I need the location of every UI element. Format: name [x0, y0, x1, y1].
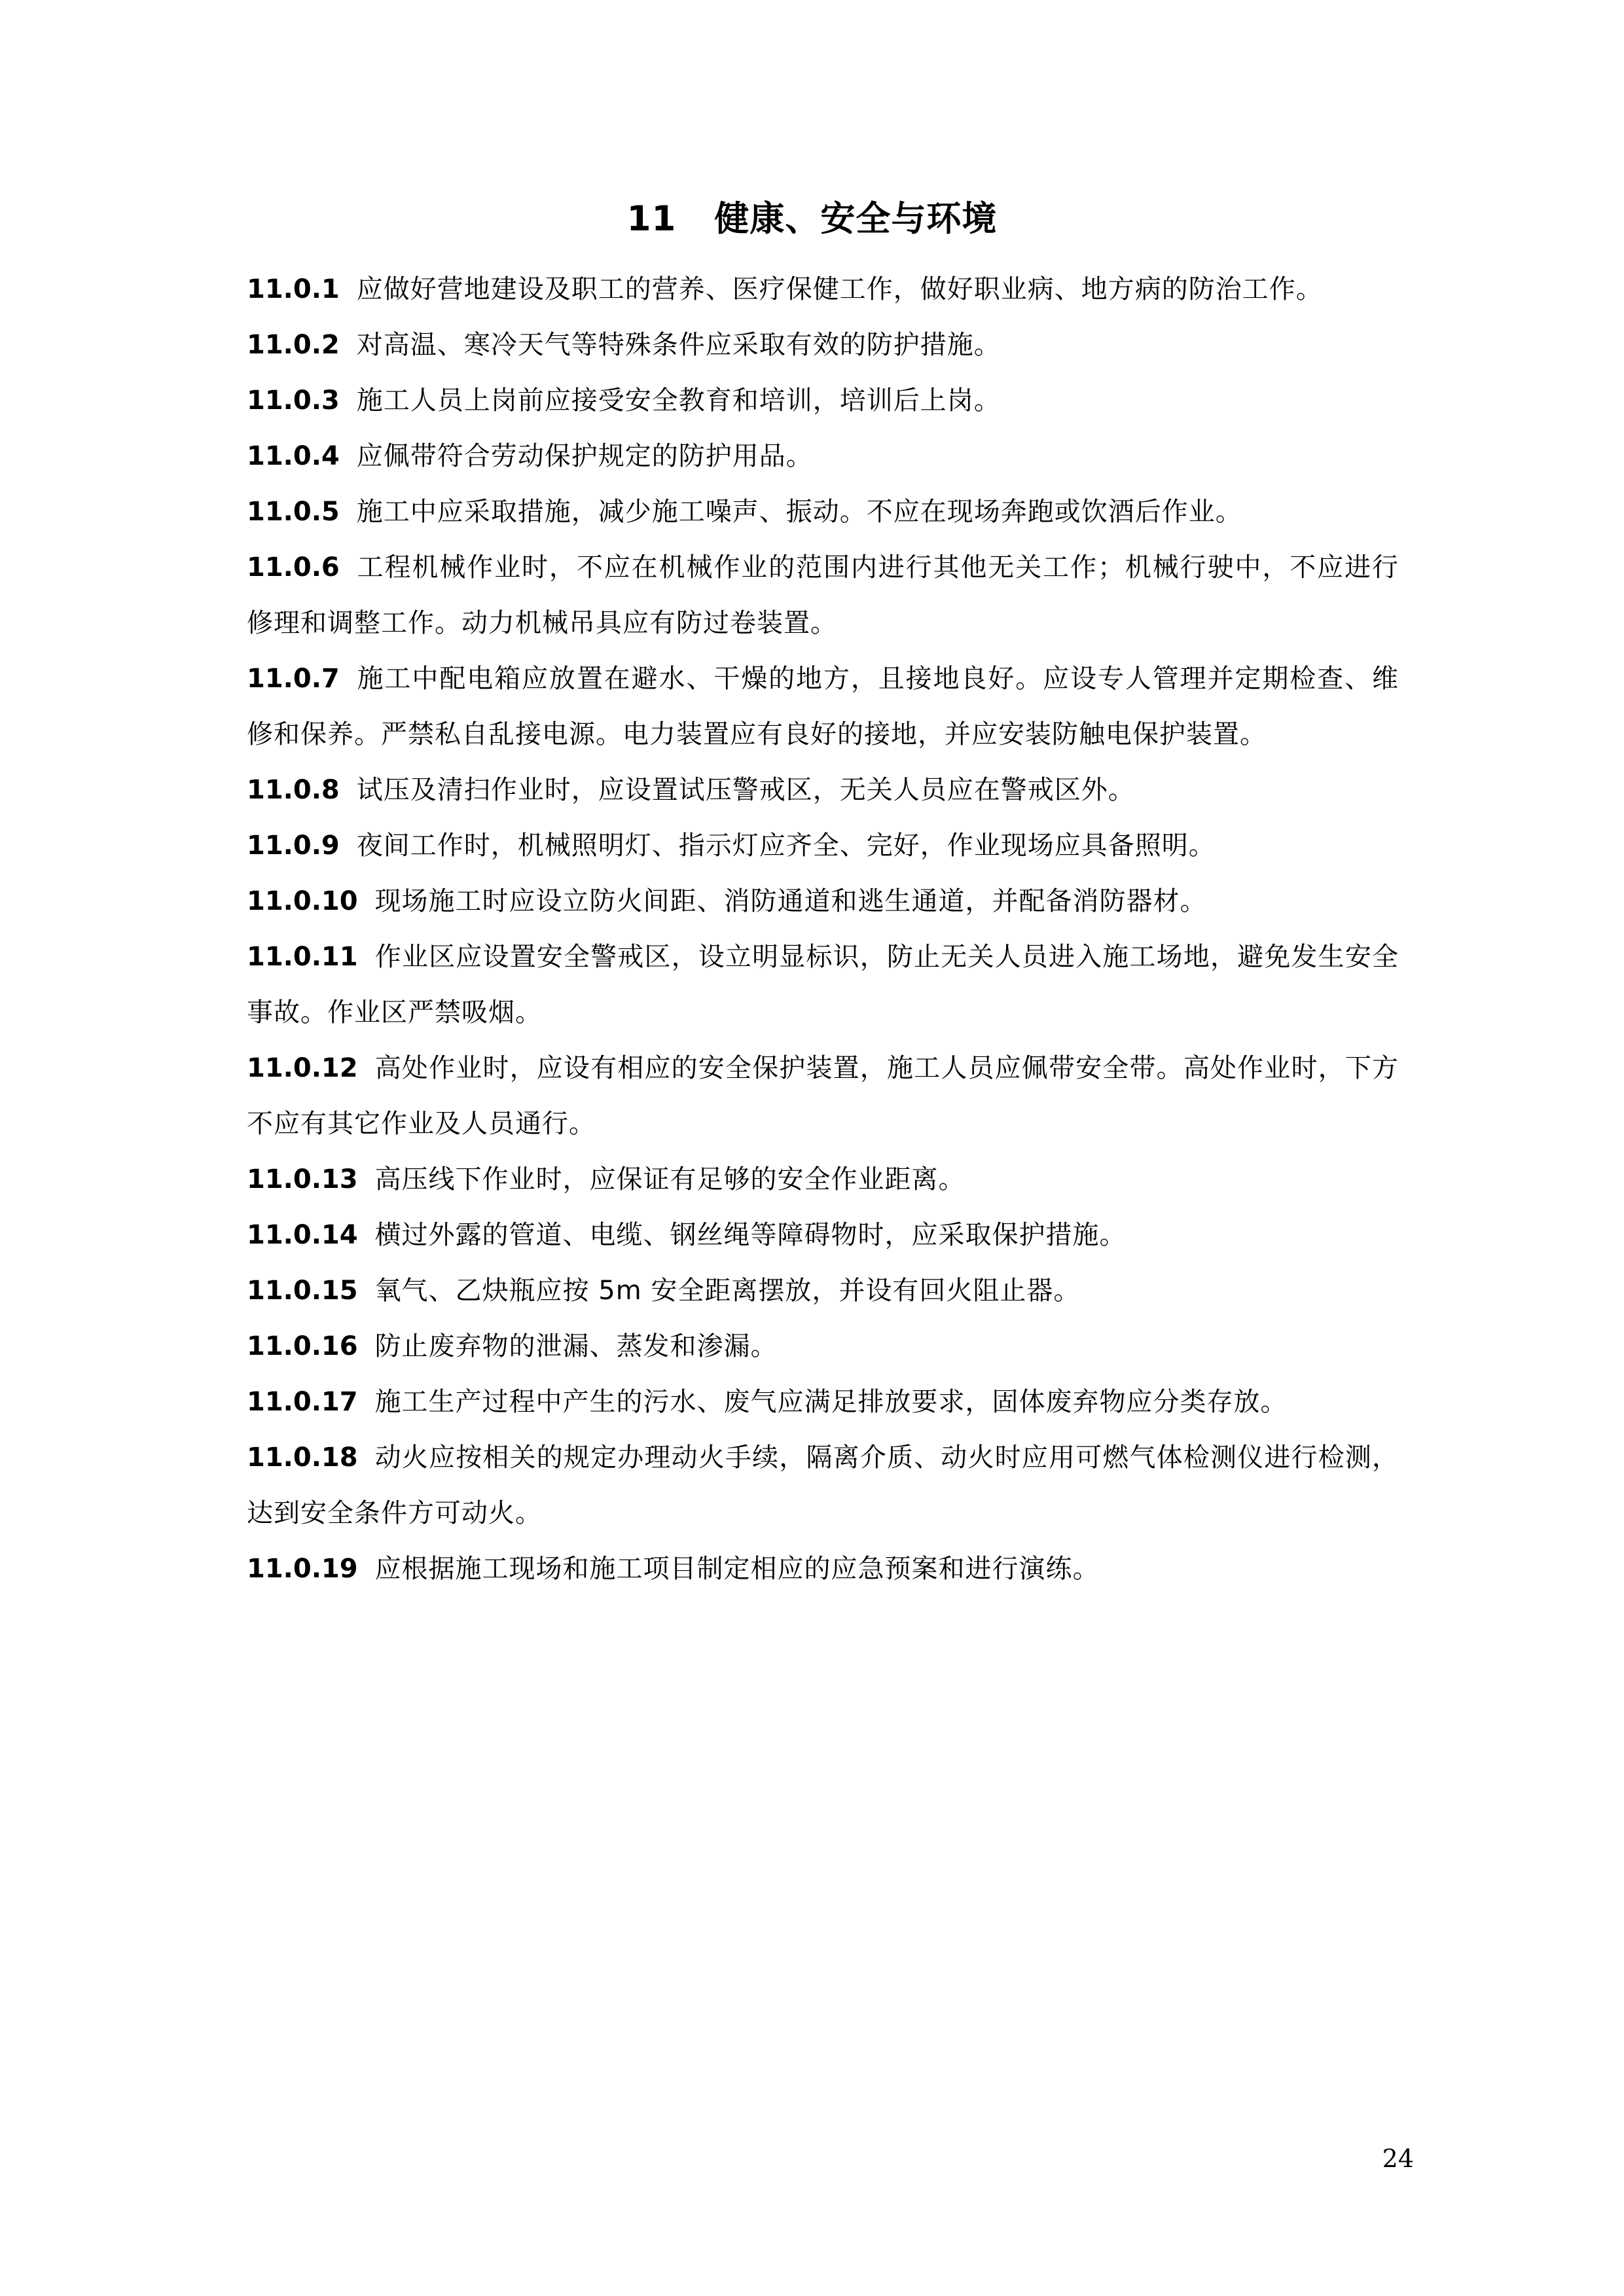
clause-11-0-13 [247, 1152, 1399, 1208]
clause-11-0-17 [247, 1374, 1399, 1430]
clause-11-0-18 [247, 1430, 1399, 1541]
clause-11-0-10 [247, 874, 1399, 929]
clause-11-0-12 [247, 1041, 1399, 1152]
clause-11-0-8 [247, 762, 1399, 818]
clause-text: 现场施工时应设立防火间距、消防通道和逃生通道，并配备消防器材。 [374, 886, 1207, 916]
clause-number: 11.0.18 [247, 1443, 358, 1473]
clause-number: 11.0.10 [247, 886, 358, 916]
clause-11-0-19 [247, 1541, 1399, 1597]
clause-text: 氧气、乙炔瓶应按 5m 安全距离摆放，并设有回火阻止器。 [374, 1276, 1081, 1306]
clause-11-0-6 [247, 540, 1399, 651]
clause-number: 11.0.12 [247, 1053, 358, 1083]
clause-number: 11.0.1 [247, 274, 340, 304]
clause-text: 高压线下作业时，应保证有足够的安全作业距离。 [374, 1164, 965, 1194]
clause-number: 11.0.5 [247, 497, 340, 527]
clause-number: 11.0.8 [247, 775, 340, 805]
clause-11-0-11 [247, 929, 1399, 1041]
clause-text: 施工中配电箱应放置在避水、干燥的地方，且接地良好。应设专人管理并定期检查、维修和保养。严禁私自乱接电源。电力装置应有良好的接地，并应安装防触电保护装置。 [247, 664, 1399, 749]
clause-number: 11.0.15 [247, 1276, 358, 1306]
clause-11-0-1 [247, 262, 1399, 317]
clause-11-0-15 [247, 1263, 1399, 1319]
clause-11-0-5 [247, 484, 1399, 540]
clause-text: 高处作业时，应设有相应的安全保护装置，施工人员应佩带安全带。高处作业时，下方不应有其它作业及人员通行。 [247, 1053, 1399, 1139]
clause-number: 11.0.14 [247, 1220, 358, 1250]
clause-number: 11.0.16 [247, 1331, 358, 1361]
clause-number: 11.0.17 [247, 1387, 358, 1417]
clause-number: 11.0.7 [247, 664, 340, 694]
clause-number: 11.0.9 [247, 831, 340, 861]
chapter-heading [0, 193, 1624, 245]
clause-text: 施工人员上岗前应接受安全教育和培训，培训后上岗。 [356, 386, 1001, 416]
clause-11-0-16 [247, 1319, 1399, 1374]
chapter-title: 健康、安全与环境 [714, 199, 998, 239]
clause-text: 试压及清扫作业时，应设置试压警戒区，无关人员应在警戒区外。 [356, 775, 1135, 805]
clause-text: 应根据施工现场和施工项目制定相应的应急预案和进行演练。 [374, 1554, 1100, 1584]
page-number: 24 [1382, 2144, 1414, 2173]
clause-list [247, 262, 1399, 1597]
clause-text: 动火应按相关的规定办理动火手续，隔离介质、动火时应用可燃气体检测仪进行检测，达到安全条件方可动火。 [247, 1443, 1399, 1528]
clause-text: 应佩带符合劳动保护规定的防护用品。 [356, 441, 813, 471]
clause-text: 防止废弃物的泄漏、蒸发和渗漏。 [374, 1331, 778, 1361]
clause-text: 作业区应设置安全警戒区，设立明显标识，防止无关人员进入施工场地，避免发生安全事故。作业区严禁吸烟。 [247, 942, 1399, 1028]
clause-11-0-2 [247, 317, 1399, 373]
clause-text: 施工中应采取措施，减少施工噪声、振动。不应在现场奔跑或饮酒后作业。 [356, 497, 1242, 527]
clause-text: 对高温、寒冷天气等特殊条件应采取有效的防护措施。 [356, 330, 1001, 360]
chapter-number: 11 [626, 199, 677, 239]
clause-text: 夜间工作时，机械照明灯、指示灯应齐全、完好，作业现场应具备照明。 [356, 831, 1216, 861]
clause-text: 横过外露的管道、电缆、钢丝绳等障碍物时，应采取保护措施。 [374, 1220, 1127, 1250]
clause-11-0-3 [247, 373, 1399, 429]
clause-number: 11.0.11 [247, 942, 358, 972]
clause-number: 11.0.4 [247, 441, 340, 471]
clause-text: 应做好营地建设及职工的营养、医疗保健工作，做好职业病、地方病的防治工作。 [356, 274, 1323, 304]
clause-text: 施工生产过程中产生的污水、废气应满足排放要求，固体废弃物应分类存放。 [374, 1387, 1288, 1417]
clause-11-0-9 [247, 818, 1399, 874]
clause-number: 11.0.3 [247, 386, 340, 416]
clause-number: 11.0.13 [247, 1164, 358, 1194]
clause-11-0-4 [247, 429, 1399, 484]
clause-11-0-14 [247, 1208, 1399, 1263]
clause-11-0-7 [247, 651, 1399, 762]
clause-text: 工程机械作业时，不应在机械作业的范围内进行其他无关工作；机械行驶中，不应进行修理和调整工作。动力机械吊具应有防过卷装置。 [247, 552, 1399, 638]
clause-number: 11.0.6 [247, 552, 340, 583]
clause-number: 11.0.19 [247, 1554, 358, 1584]
clause-number: 11.0.2 [247, 330, 340, 360]
